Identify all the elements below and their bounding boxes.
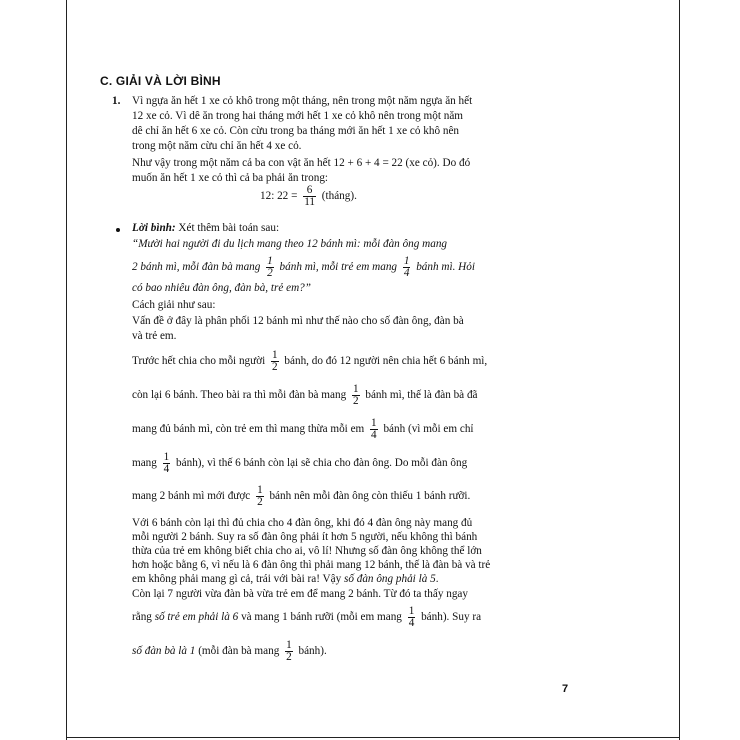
p3-line: Vấn đề ở đây là phân phối 12 bánh mì như thế nào cho số đàn ông, đàn bà (132, 315, 464, 327)
p5-line: Với 6 bánh còn lại thì đủ chia cho 4 đàn ông, khi đó 4 đàn ông này mang đủ (132, 517, 473, 529)
p3-line: và trẻ em. (132, 330, 177, 342)
fraction: $\frac{1}{4}$ (408, 605, 415, 629)
p2-line: muốn ăn hết 1 xe cỏ thì cả ba phải ăn trong: (132, 172, 329, 184)
method-label: Cách giải như sau: (132, 299, 216, 311)
section-heading: C. GIẢI VÀ LỜI BÌNH (100, 74, 221, 88)
quote-line: có bao nhiêu đàn ông, đàn bà, trẻ em?” (132, 282, 311, 294)
loi-binh-label: Lời bình: (132, 222, 176, 234)
p4-line: còn lại 6 bánh. Theo bài ra thì mỗi đàn bà mang $\frac{1}{2}$ bánh mì, thế là đàn bà đã (132, 383, 478, 407)
p6-line: rằng số trẻ em phải là 6 và mang 1 bánh rưỡi (mỗi em mang $\frac{1}{4}$ bánh). Suy ra (132, 605, 482, 629)
quote-line: 2 bánh mì, mỗi đàn bà mang $\frac{1}{2}$ bánh mì, mỗi trẻ em mang $\frac{1}{4}$ bánh mì. Hỏi (132, 255, 475, 279)
equation-left: 12: 22 = (260, 190, 298, 203)
quote-line: “Mười hai người đi du lịch mang theo 12 bánh mì: mỗi đàn ông mang (132, 238, 448, 250)
item-number: 1. (112, 95, 121, 107)
p5-line: mỗi người 2 bánh. Suy ra số đàn ông phải ít hơn 5 người, nếu không thì bánh (132, 531, 478, 543)
fraction: $\frac{1}{2}$ (257, 484, 263, 508)
p4-line: mang đủ bánh mì, còn trẻ em thì mang thừa mỗi em $\frac{1}{4}$ bánh (vì mỗi em chỉ (132, 417, 474, 441)
fraction: $\frac{1}{2}$ (272, 349, 278, 373)
p6-line: Còn lại 7 người vừa đàn bà vừa trẻ em để mang 2 bánh. Từ đó ta thấy ngay (132, 588, 468, 600)
fraction: $\frac{1}{4}$ (371, 417, 377, 441)
p4-line: mang 2 bánh mì mới được $\frac{1}{2}$ bánh nên mỗi đàn ông còn thiếu 1 bánh rưỡi. (132, 484, 471, 508)
fraction: $\frac{1}{2}$ (286, 639, 292, 663)
p1-line: 12 xe cỏ. Vì dê ăn trong hai tháng mới hết 1 xe cỏ khô nên trong một năm (132, 110, 464, 122)
equation-right: (tháng). (321, 190, 357, 203)
p5-line: thừa của trẻ em không biết chia cho ai, vô lí! Nhưng số đàn ông không thể lớn (132, 545, 482, 557)
page-bottom-rule (66, 737, 679, 738)
p1-line: dê chỉ ăn hết 6 xe cỏ. Còn cừu trong ba tháng mới ăn hết 1 xe cỏ khô nên (132, 125, 460, 137)
p5-line: em không phải mang gì cả, trái với bài ra! Vậy số đàn ông phải là 5. (132, 573, 439, 585)
p2-line: Như vậy trong một năm cả ba con vật ăn hết 12 + 6 + 4 = 22 (xe cỏ). Do đó (132, 157, 471, 169)
fraction: $\frac{1}{2}$ (352, 383, 359, 407)
p1-line: Vì ngựa ăn hết 1 xe cỏ khô trong một tháng, nên trong một năm ngựa ăn hết (132, 95, 473, 107)
p6-line: số đàn bà là 1 (mỗi đàn bà mang $\frac{1}{2}$ bánh). (132, 639, 327, 663)
page-number: 7 (562, 683, 569, 695)
p5-line: hơn hoặc bằng 6, vì nếu là 6 đàn ông thì phải mang 12 bánh, thế là đàn bà và trẻ (132, 559, 491, 571)
bullet-icon (116, 228, 120, 232)
fraction: $\frac{1}{2}$ (267, 255, 273, 279)
loi-binh-text: Xét thêm bài toán sau: (178, 222, 280, 234)
p4-line: mang $\frac{1}{4}$ bánh), vì thế 6 bánh còn lại sẽ chia cho đàn ông. Do mỗi đàn ông (132, 451, 468, 475)
loi-binh-line (132, 221, 279, 236)
equation (260, 185, 357, 208)
p4-line: Trước hết chia cho mỗi người $\frac{1}{2}$ bánh, do đó 12 người nên chia hết 6 bánh mì, (132, 349, 488, 373)
fraction: $\frac{1}{4}$ (403, 255, 410, 279)
p1-line: trong một năm cừu chỉ ăn hết 4 xe cỏ. (132, 140, 302, 152)
fraction: $\frac{1}{4}$ (163, 451, 170, 475)
fraction: $\frac{6}{11}$ (304, 184, 315, 208)
